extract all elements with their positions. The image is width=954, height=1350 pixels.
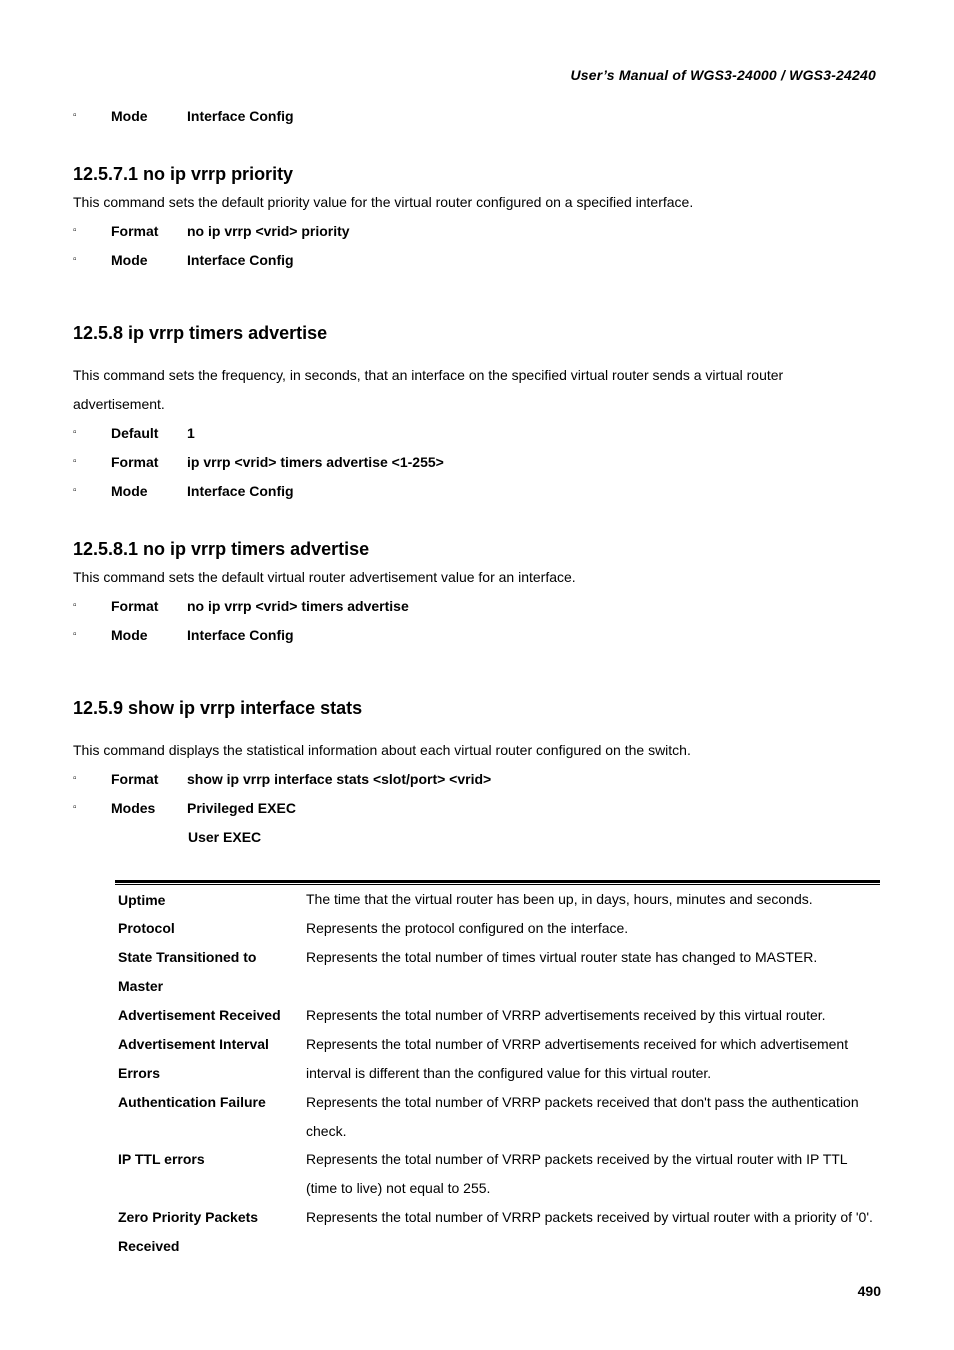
table-desc: The time that the virtual router has been up, in days, hours, minutes and seconds. bbox=[306, 891, 813, 907]
modes-label: Modes bbox=[111, 800, 156, 816]
format-label: Format bbox=[111, 454, 159, 470]
section-heading: 12.5.8 ip vrrp timers advertise bbox=[73, 323, 328, 343]
modes-value-user: User EXEC bbox=[188, 829, 262, 845]
table-desc: Represents the protocol configured on the interface. bbox=[306, 920, 629, 936]
section-heading: 12.5.8.1 no ip vrrp timers advertise bbox=[73, 539, 370, 559]
bullet-icon: ▫ bbox=[73, 629, 77, 640]
table-term: Protocol bbox=[118, 920, 175, 936]
table-term: Zero Priority Packets Received bbox=[118, 1209, 259, 1254]
mode-value: Interface Config bbox=[187, 627, 294, 643]
mode-label: Mode bbox=[111, 252, 148, 268]
table-term: State Transitioned to Master bbox=[118, 949, 257, 994]
bullet-icon: ▫ bbox=[73, 456, 77, 467]
format-label: Format bbox=[111, 223, 159, 239]
section-description: This command sets the default virtual router advertisement value for an interface. bbox=[73, 569, 576, 585]
mode-label: Mode bbox=[111, 627, 148, 643]
section-heading: 12.5.9 show ip vrrp interface stats bbox=[73, 698, 363, 718]
table-term: Uptime bbox=[118, 892, 166, 908]
table-desc: Represents the total number of VRRP packets received that don't pass the authentication check. bbox=[306, 1094, 859, 1139]
section-description: This command sets the default priority value for the virtual router configured on a specified interface. bbox=[73, 194, 694, 210]
table-desc: Represents the total number of VRRP advertisements received by this virtual router. bbox=[306, 1007, 826, 1023]
bullet-icon: ▫ bbox=[73, 110, 77, 121]
section-heading: 12.5.7.1 no ip vrrp priority bbox=[73, 164, 294, 184]
table-term: Advertisement Received bbox=[118, 1007, 281, 1023]
format-value: show ip vrrp interface stats <slot/port> <vrid> bbox=[187, 771, 492, 787]
table-term: IP TTL errors bbox=[118, 1151, 205, 1167]
bullet-icon: ▫ bbox=[73, 254, 77, 265]
mode-label: Mode bbox=[111, 483, 148, 499]
modes-value-privileged: Privileged EXEC bbox=[187, 800, 296, 816]
section-description: This command sets the frequency, in seconds, that an interface on the specified virtual router sends a virtual router bbox=[73, 367, 784, 383]
manual-header: User’s Manual of WGS3-24000 / WGS3-24240 bbox=[570, 67, 876, 83]
page-number: 490 bbox=[857, 1283, 881, 1299]
format-label: Format bbox=[111, 771, 159, 787]
table-term: Advertisement Interval Errors bbox=[118, 1036, 269, 1081]
section-description: This command displays the statistical information about each virtual router configured on the switch. bbox=[73, 742, 691, 758]
format-value: ip vrrp <vrid> timers advertise <1-255> bbox=[187, 454, 444, 470]
table-desc: Represents the total number of VRRP advertisements received for which advertisement interval is different than the configured value for this virtual router. bbox=[306, 1036, 849, 1081]
mode-value: Interface Config bbox=[187, 252, 294, 268]
mode-value: Interface Config bbox=[187, 108, 294, 124]
section-description-cont: advertisement. bbox=[73, 396, 165, 412]
bullet-icon: ▫ bbox=[73, 427, 77, 438]
bullet-icon: ▫ bbox=[73, 225, 77, 236]
mode-label: Mode bbox=[111, 108, 148, 124]
table-desc: Represents the total number of times virtual router state has changed to MASTER. bbox=[306, 949, 818, 965]
default-label: Default bbox=[111, 425, 159, 441]
table-term: Authentication Failure bbox=[118, 1094, 266, 1110]
format-value: no ip vrrp <vrid> timers advertise bbox=[187, 598, 409, 614]
bullet-icon: ▫ bbox=[73, 485, 77, 496]
bullet-icon: ▫ bbox=[73, 773, 77, 784]
default-value: 1 bbox=[187, 425, 195, 441]
format-value: no ip vrrp <vrid> priority bbox=[187, 223, 350, 239]
bullet-icon: ▫ bbox=[73, 802, 77, 813]
mode-value: Interface Config bbox=[187, 483, 294, 499]
bullet-icon: ▫ bbox=[73, 600, 77, 611]
table-desc: Represents the total number of VRRP packets received by virtual router with a priority of '0'. bbox=[306, 1209, 873, 1225]
format-label: Format bbox=[111, 598, 159, 614]
table-desc: Represents the total number of VRRP packets received by the virtual router with IP TTL (time to live) not equal to 255. bbox=[306, 1151, 848, 1196]
